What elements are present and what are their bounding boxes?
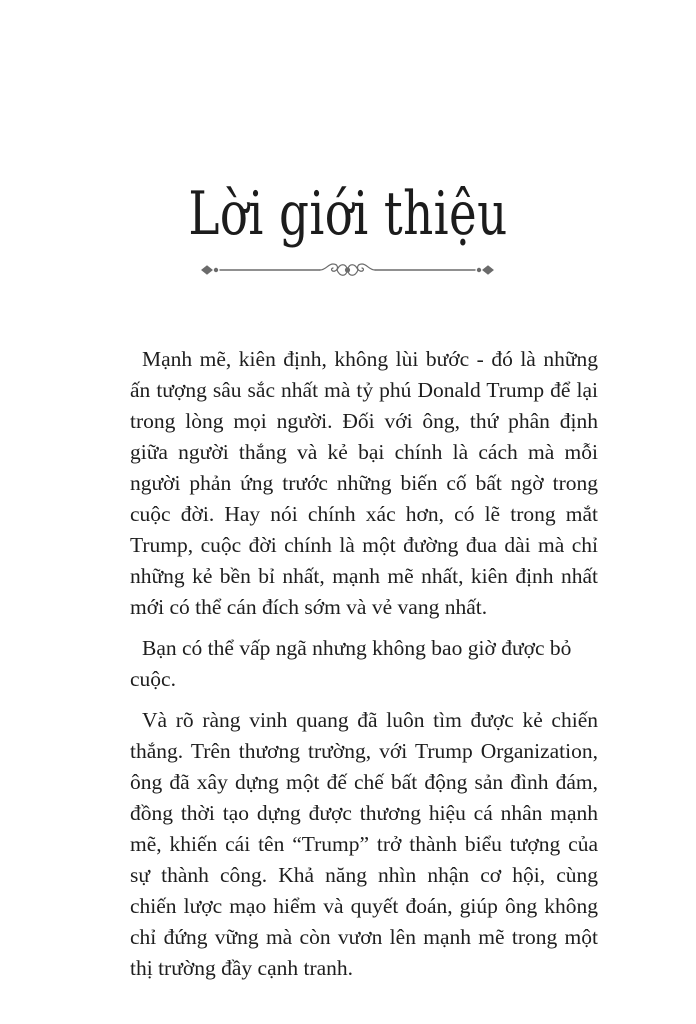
- paragraph-2: Bạn có thể vấp ngã nhưng không bao giờ được bỏ cuộc.: [130, 636, 572, 691]
- intro-body: [130, 344, 598, 984]
- paragraph-3: Và rõ ràng vinh quang đã luôn tìm được kẻ chiến thắng. Trên thương trường, với Trump Organization, ông đã xây dựng một đế chế bất động sản đình đám, đồng thời tạo dựng được thương hiệu cá nhân mạnh mẽ, khiến cái tên “Trump” trở thành biểu tượng của sự thành công. Khả năng nhìn nhận cơ hội, cùng chiến lược mạo hiểm và quyết đoán, giúp ông không chỉ đứng vững mà còn vươn lên mạnh mẽ trong một thị trường đầy cạnh tranh.: [130, 708, 598, 980]
- chapter-title: Lời giới thiệu: [188, 179, 508, 249]
- paragraph-1: Mạnh mẽ, kiên định, không lùi bước - đó là những ấn tượng sâu sắc nhất mà tỷ phú Donald Trump để lại trong lòng mọi người. Đối với ông, thứ phân định giữa người thắng và kẻ bại chính là cách mà mỗi người phản ứng trước những biến cố bất ngờ trong cuộc đời. Hay nói chính xác hơn, có lẽ trong mắt Trump, cuộc đời chính là một đường đua dài mà chỉ những kẻ bền bỉ nhất, mạnh mẽ nhất, kiên định nhất mới có thể cán đích sớm và vẻ vang nhất.: [130, 347, 598, 619]
- flourish-divider-icon: [200, 259, 495, 281]
